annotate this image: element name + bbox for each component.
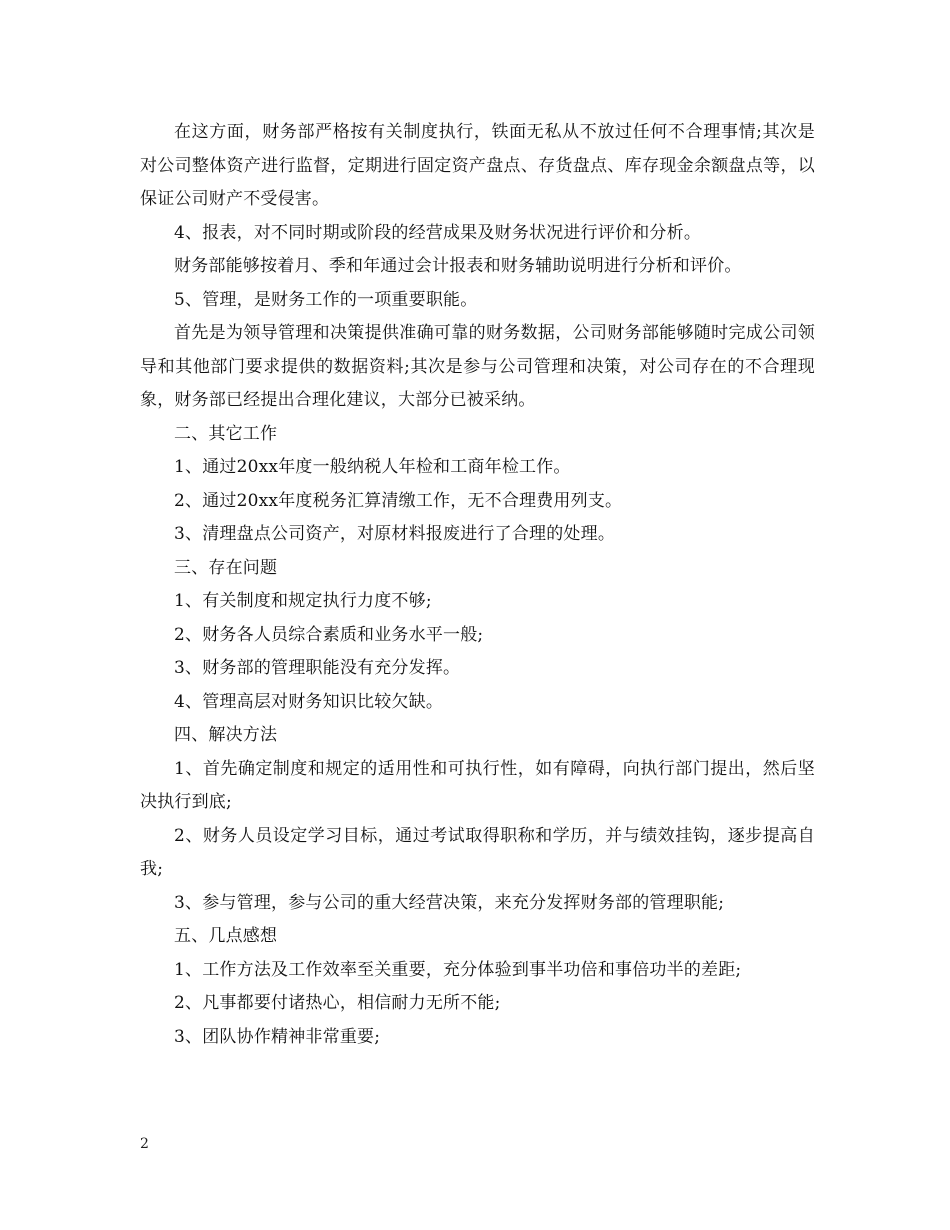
paragraph-decision-support: 首先是为领导管理和决策提供准确可靠的财务数据，公司财务部能够随时完成公司领导和其他部门要求提供的数据资料;其次是参与公司管理和决策，对公司存在的不合理现象，财务部已经提出合理化建议，大部分已被采纳。 — [140, 323, 815, 410]
paragraph-report-analysis: 财务部能够按着月、季和年通过会计报表和财务辅助说明进行分析和评价。 — [174, 256, 742, 276]
list-item: 1、工作方法及工作效率至关重要，充分体验到事半功倍和事倍功半的差距; — [174, 959, 742, 980]
paragraph-item-4-reports: 4、报表，对不同时期或阶段的经营成果及财务状况进行评价和分析。 — [174, 222, 702, 243]
paragraph-item-5-management: 5、管理，是财务工作的一项重要职能。 — [174, 289, 478, 310]
page-number: 2 — [140, 1136, 149, 1152]
list-item: 4、管理高层对财务知识比较欠缺。 — [174, 691, 444, 712]
list-item: 2、凡事都要付诸热心，相信耐力无所不能; — [174, 993, 501, 1013]
list-item: 2、财务人员设定学习目标，通过考试取得职称和学历，并与绩效挂钩，逐步提高自我; — [140, 825, 815, 879]
list-item: 3、团队协作精神非常重要; — [174, 1026, 381, 1047]
section-heading-problems: 三、存在问题 — [174, 557, 278, 578]
list-item: 3、参与管理，参与公司的重大经营决策，来充分发挥财务部的管理职能; — [174, 892, 725, 913]
section-heading-reflections: 五、几点感想 — [174, 926, 278, 946]
list-item: 1、通过20xx年度一般纳税人年检和工商年检工作。 — [174, 457, 571, 477]
list-item: 2、财务各人员综合素质和业务水平一般; — [174, 624, 484, 645]
list-item: 2、通过20xx年度税务汇算清缴工作，无不合理费用列支。 — [174, 490, 623, 511]
list-item: 3、清理盘点公司资产，对原材料报废进行了合理的处理。 — [174, 524, 616, 544]
list-item: 1、有关制度和规定执行力度不够; — [174, 591, 432, 611]
document-body — [140, 116, 815, 1054]
list-item: 1、首先确定制度和规定的适用性和可执行性，如有障碍，向执行部门提出，然后坚决执行到底; — [140, 758, 815, 812]
list-item: 3、财务部的管理职能没有充分发挥。 — [174, 658, 461, 678]
section-heading-other-work: 二、其它工作 — [174, 423, 278, 444]
paragraph-asset-supervision: 在这方面，财务部严格按有关制度执行，铁面无私从不放过任何不合理事情;其次是对公司整体资产进行监督，定期进行固定资产盘点、存货盘点、库存现金余额盘点等，以保证公司财产不受侵害。 — [140, 122, 815, 209]
section-heading-solutions: 四、解决方法 — [174, 725, 278, 745]
